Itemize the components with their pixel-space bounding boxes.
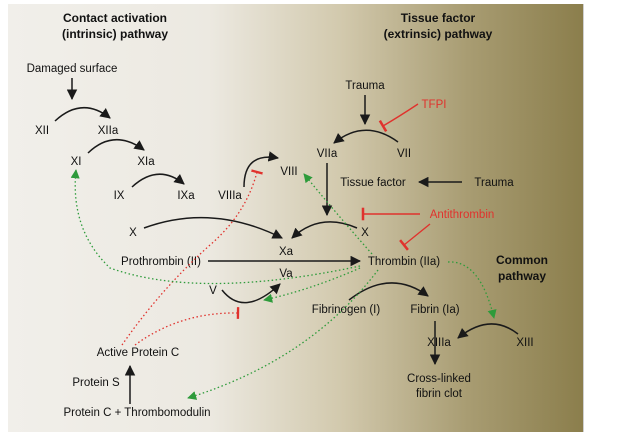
extrinsic-header-line2: (extrinsic) pathway — [383, 27, 493, 41]
dotted-apc-inhibit-va — [135, 313, 238, 345]
label-v: V — [209, 285, 217, 297]
label-protein-s: Protein S — [72, 377, 120, 389]
inhibit-tfpi — [383, 104, 418, 126]
label-fibrinogen: Fibrinogen (I) — [311, 304, 381, 316]
arrow-fibrinogen-to-fibrin — [349, 283, 428, 300]
label-antithrombin: Antithrombin — [429, 209, 495, 221]
label-vii: VII — [396, 148, 412, 160]
label-viii: VIII — [280, 166, 298, 178]
label-x-extrinsic: X — [361, 227, 369, 239]
arrow-viii-to-viiia — [244, 157, 278, 187]
label-xi: XI — [70, 156, 82, 168]
label-fibrin: Fibrin (Ia) — [410, 304, 460, 316]
label-xia: XIa — [137, 156, 155, 168]
label-xii: XII — [34, 125, 50, 137]
arrow-xiii-to-xiiia — [458, 324, 518, 338]
intrinsic-header-line1: Contact activation — [62, 11, 168, 25]
label-damaged-surface: Damaged surface — [26, 63, 118, 75]
label-active-protein-c: Active Protein C — [96, 347, 180, 359]
label-trauma-right: Trauma — [474, 177, 514, 189]
intrinsic-header-line2: (intrinsic) pathway — [61, 27, 169, 41]
arrow-xi-to-xia — [88, 140, 144, 153]
common-header-line1: Common — [496, 253, 548, 267]
label-trauma-top: Trauma — [345, 80, 385, 92]
arrow-x-extrinsic-to-xa — [292, 222, 357, 238]
label-viia: VIIa — [316, 148, 338, 160]
label-protein-c-thrombomodulin: Protein C + Thrombomodulin — [63, 407, 211, 419]
label-prothrombin: Prothrombin (II) — [121, 256, 201, 268]
inhibit-antithrombin-thrombin — [404, 224, 430, 245]
label-crosslinked-line2: fibrin clot — [415, 388, 463, 400]
label-xa: Xa — [278, 246, 294, 258]
label-x-intrinsic: X — [129, 227, 137, 239]
label-crosslinked-line1: Cross-linked — [407, 373, 471, 385]
dotted-thrombin-activates-v — [264, 268, 360, 300]
label-xiii: XIII — [516, 337, 534, 349]
dotted-thrombin-activates-xi — [75, 170, 360, 284]
arrow-x-intrinsic-to-xa — [144, 218, 282, 238]
label-thrombin: Thrombin (IIa) — [367, 256, 441, 268]
label-xiia: XIIa — [97, 125, 119, 137]
common-header-line2: pathway — [497, 269, 547, 283]
label-xiiia: XIIIa — [427, 337, 451, 349]
arrow-vii-to-viia — [334, 130, 398, 143]
arrow-v-to-va — [222, 284, 280, 303]
label-ixa: IXa — [177, 190, 195, 202]
label-va: Va — [279, 268, 293, 280]
label-tfpi: TFPI — [421, 99, 447, 111]
label-viiia: VIIIa — [218, 190, 242, 202]
arrow-xii-to-xiia — [55, 108, 110, 121]
extrinsic-header-line1: Tissue factor — [400, 11, 476, 25]
arrow-ix-to-ixa — [132, 174, 184, 187]
label-tissue-factor: Tissue factor — [340, 177, 406, 189]
label-ix: IX — [113, 190, 125, 202]
